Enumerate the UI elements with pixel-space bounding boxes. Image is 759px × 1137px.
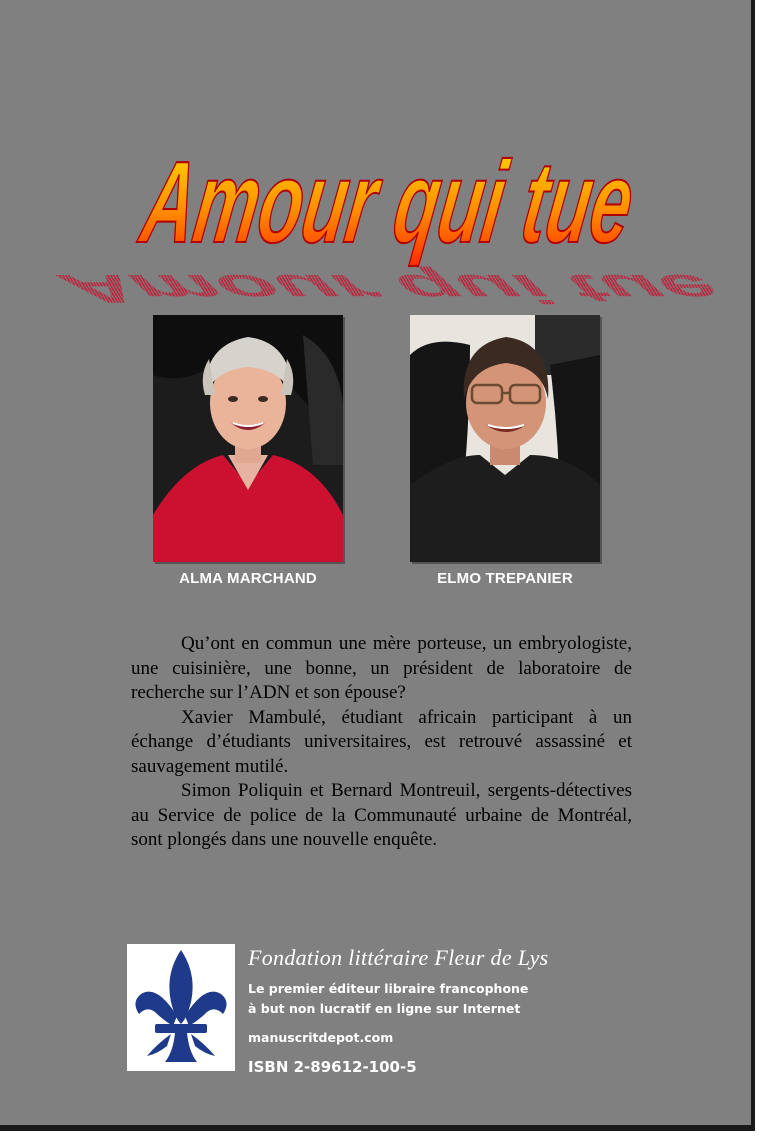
author-name-alma-marchand: ALMA MARCHAND <box>179 570 317 587</box>
synopsis-paragraph: Xavier Mambulé, étudiant africain participant à un échange d’étudiants universitaires, est retrouvé assassiné et sauvagement mutilé. <box>131 706 632 777</box>
publisher-tagline-line: Le premier éditeur libraire francophone <box>248 981 529 996</box>
publisher-info <box>248 944 688 1077</box>
publisher-website: manuscritdepot.com <box>248 1030 394 1045</box>
author-name-elmo-trepanier: ELMO TREPANIER <box>437 570 573 587</box>
fleur-de-lys-icon <box>127 944 235 1071</box>
publisher-tagline-line: à but non lucratif en ligne sur Internet <box>248 1001 521 1016</box>
book-title-reflection: Amour qui tue <box>51 265 729 311</box>
book-title-text: Amour qui tue <box>134 137 643 268</box>
isbn-number: ISBN 2-89612-100-5 <box>248 1058 417 1076</box>
publisher-name: Fondation littéraire Fleur de Lys <box>248 945 549 970</box>
book-title <box>51 110 729 311</box>
synopsis-paragraph: Qu’ont en commun une mère porteuse, un embryologiste, une cuisinière, une bonne, un président de laboratoire de recherche sur l’ADN et son épouse? <box>131 633 632 703</box>
synopsis-paragraph: Simon Poliquin et Bernard Montreuil, sergents-détectives au Service de police de la Communauté urbaine de Montréal, sont plongés dans une nouvelle enquête. <box>131 780 632 850</box>
publisher-logo <box>127 944 235 1071</box>
author-photo-alma-marchand <box>153 315 343 562</box>
book-title-art <box>51 110 729 311</box>
publisher-tagline <box>248 979 688 1019</box>
author-photo-elmo-trepanier <box>410 315 600 562</box>
book-synopsis <box>131 632 632 853</box>
